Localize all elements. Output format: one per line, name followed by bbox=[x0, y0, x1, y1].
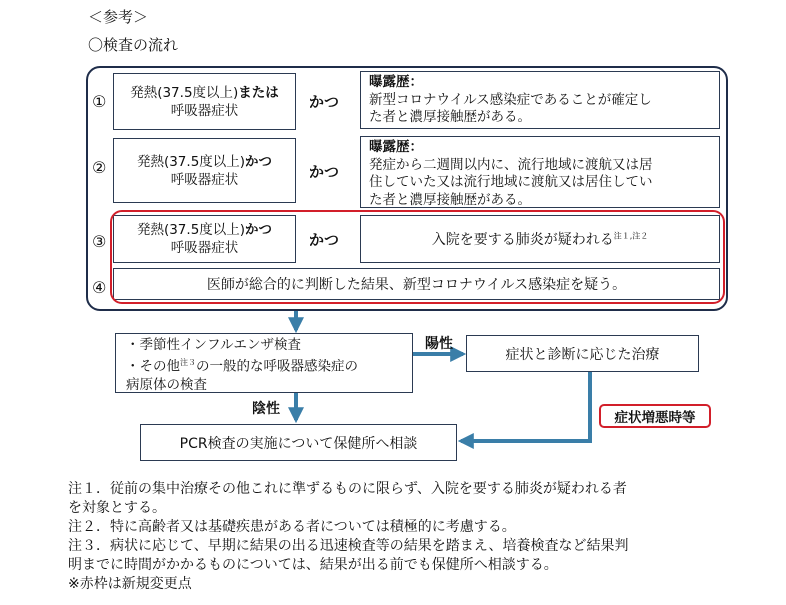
row-3-cond-pre: 発熱(37.5度以上) bbox=[136, 222, 246, 238]
row-2-exposure-line-3: た者と濃厚接触歴がある。 bbox=[369, 191, 531, 208]
row-1-exposure-title: 曝露歴： bbox=[369, 74, 423, 90]
worsening-badge bbox=[599, 404, 711, 428]
red-frame-note: ※赤枠は新規変更点 bbox=[68, 576, 192, 592]
positive-label: 陽性 bbox=[425, 336, 453, 352]
row-2-cond-keyword: かつ bbox=[245, 153, 273, 170]
arrow-worsen bbox=[461, 372, 590, 441]
row-1-conjunction: かつ bbox=[309, 93, 340, 111]
row-1-exposure-line-2: た者と濃厚接触歴がある。 bbox=[369, 109, 531, 125]
row-3-cond-post: 呼吸器症状 bbox=[170, 240, 239, 256]
new-change-highlight bbox=[110, 210, 725, 304]
row-1-cond-keyword: または bbox=[238, 84, 279, 101]
test-line-2-post: の一般的な呼吸器感染症の bbox=[196, 358, 358, 375]
pcr-box bbox=[140, 424, 457, 461]
test-box bbox=[115, 333, 413, 393]
note-3-line-2: 明までに時間がかかるものについては、結果が出る前でも保健所へ相談する。 bbox=[68, 557, 558, 573]
note-3-line-1: 注３．病状に応じて、早期に結果の出る迅速検査等の結果を踏まえ、培養検査など結果判 bbox=[68, 538, 629, 554]
row-2-exposure-line-2: 住していた又は流行地域に渡航又は居住してい bbox=[369, 174, 653, 190]
note-1-line-1: 注１．従前の集中治療その他これに準ずるものに限らず、入院を要する肺炎が疑われる者 bbox=[68, 481, 627, 497]
treatment-box bbox=[466, 335, 699, 372]
note-1-line-2: を対象とする。 bbox=[68, 500, 166, 516]
row-1-cond-post: 呼吸器症状 bbox=[170, 102, 239, 119]
notes bbox=[68, 480, 629, 594]
row-2-cond-post: 呼吸器症状 bbox=[170, 171, 239, 188]
row-2-conjunction: かつ bbox=[309, 163, 340, 181]
test-line-2-pre: ・その他 bbox=[126, 358, 180, 375]
row-3-number: ③ bbox=[92, 232, 107, 251]
row-3-cond-keyword: かつ bbox=[245, 222, 273, 238]
row-2-number: ② bbox=[92, 158, 107, 177]
note-2: 注２．特に高齢者又は基礎疾患がある者については積極的に考慮する。 bbox=[68, 519, 516, 535]
reference-label: ＜参考＞ bbox=[88, 8, 149, 26]
row-3-conjunction: かつ bbox=[309, 231, 340, 249]
row-2-exposure-line-1: 発症から二週間以内に、流行地域に渡航又は居 bbox=[369, 156, 653, 173]
treatment-text: 症状と診断に応じた治療 bbox=[505, 346, 660, 363]
row-1-cond-pre: 発熱(37.5度以上) bbox=[130, 84, 239, 101]
row-3-pneumonia-note: 注１,注２ bbox=[613, 231, 649, 241]
test-line-1: ・季節性インフルエンザ検査 bbox=[126, 337, 301, 353]
row-4-number: ④ bbox=[92, 278, 107, 297]
row-2-exposure-title: 曝露歴： bbox=[369, 139, 423, 155]
pcr-text: PCR検査の実施について保健所へ相談 bbox=[179, 435, 418, 452]
page-title: 〇検査の流れ bbox=[88, 36, 179, 54]
test-line-2-note: 注３ bbox=[180, 358, 196, 367]
row-2-cond-pre: 発熱(37.5度以上) bbox=[136, 153, 246, 170]
row-4-doctor-text: 医師が総合的に判断した結果、新型コロナウイルス感染症を疑う。 bbox=[206, 277, 627, 293]
worsening-text: 症状増悪時等 bbox=[614, 410, 696, 426]
row-1-number: ① bbox=[92, 92, 107, 111]
row-3-pneumonia-text: 入院を要する肺炎が疑われる bbox=[431, 232, 614, 248]
row-1-exposure-line-1: 新型コロナウイルス感染症であることが確定し bbox=[369, 91, 652, 108]
negative-label: 陰性 bbox=[252, 401, 280, 417]
test-line-3: 病原体の検査 bbox=[126, 376, 207, 393]
